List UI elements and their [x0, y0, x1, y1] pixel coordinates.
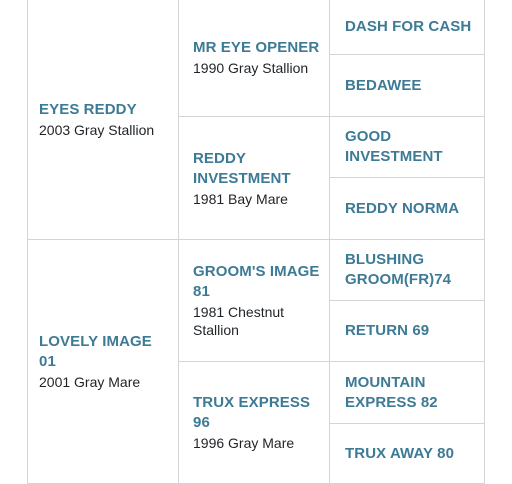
pedigree-sds-cell	[329, 116, 485, 178]
pedigree-ddd-cell	[329, 423, 485, 484]
sire-sire-name[interactable]: MR EYE OPENER	[193, 39, 320, 56]
dam-sire-sire-name[interactable]: BLUSHING GROOM(FR)74	[345, 251, 452, 288]
sire-dam-sire-name[interactable]: GOOD INVESTMENT	[345, 128, 443, 165]
pedigree-sdd-cell	[329, 177, 485, 240]
sire-sire-dam-name[interactable]: BEDAWEE	[345, 76, 422, 94]
pedigree-sire-cell	[27, 0, 179, 240]
sire-dam-name[interactable]: REDDY INVESTMENT	[193, 149, 291, 187]
dam-dam-name[interactable]: TRUX EXPRESS 96	[193, 394, 311, 431]
pedigree-dam-dam-cell	[178, 361, 330, 484]
sire-dam-info: 1981 Bay Mare	[193, 190, 288, 207]
pedigree-dam-sire-cell	[178, 239, 330, 362]
pedigree-dds-cell	[329, 361, 485, 424]
sire-info: 2003 Gray Stallion	[39, 121, 155, 138]
dam-dam-dam-name[interactable]: TRUX AWAY 80	[345, 444, 455, 462]
dam-info: 2001 Gray Mare	[39, 374, 141, 390]
pedigree-sss-cell	[329, 0, 485, 55]
pedigree-sire-dam-cell	[178, 116, 330, 240]
dam-dam-info: 1996 Gray Mare	[193, 435, 295, 451]
sire-sire-info: 1990 Gray Stallion	[193, 60, 309, 76]
dam-sire-dam-name[interactable]: RETURN 69	[345, 322, 430, 339]
sire-sire-sire-name[interactable]: DASH FOR CASH	[345, 17, 472, 35]
pedigree-ssd-cell	[329, 54, 485, 117]
dam-dam-sire-name[interactable]: MOUNTAIN EXPRESS 82	[345, 373, 438, 411]
dam-sire-name[interactable]: GROOM'S IMAGE 81	[193, 263, 320, 300]
dam-sire-info: 1981 Chestnut Stallion	[193, 304, 285, 338]
sire-dam-dam-name[interactable]: REDDY NORMA	[345, 199, 460, 217]
sire-name[interactable]: EYES REDDY	[39, 100, 137, 118]
pedigree-dss-cell	[329, 239, 485, 301]
pedigree-dam-cell	[27, 239, 179, 484]
pedigree-dsd-cell	[329, 300, 485, 362]
pedigree-sire-sire-cell	[178, 0, 330, 117]
dam-name[interactable]: LOVELY IMAGE 01	[39, 333, 152, 370]
